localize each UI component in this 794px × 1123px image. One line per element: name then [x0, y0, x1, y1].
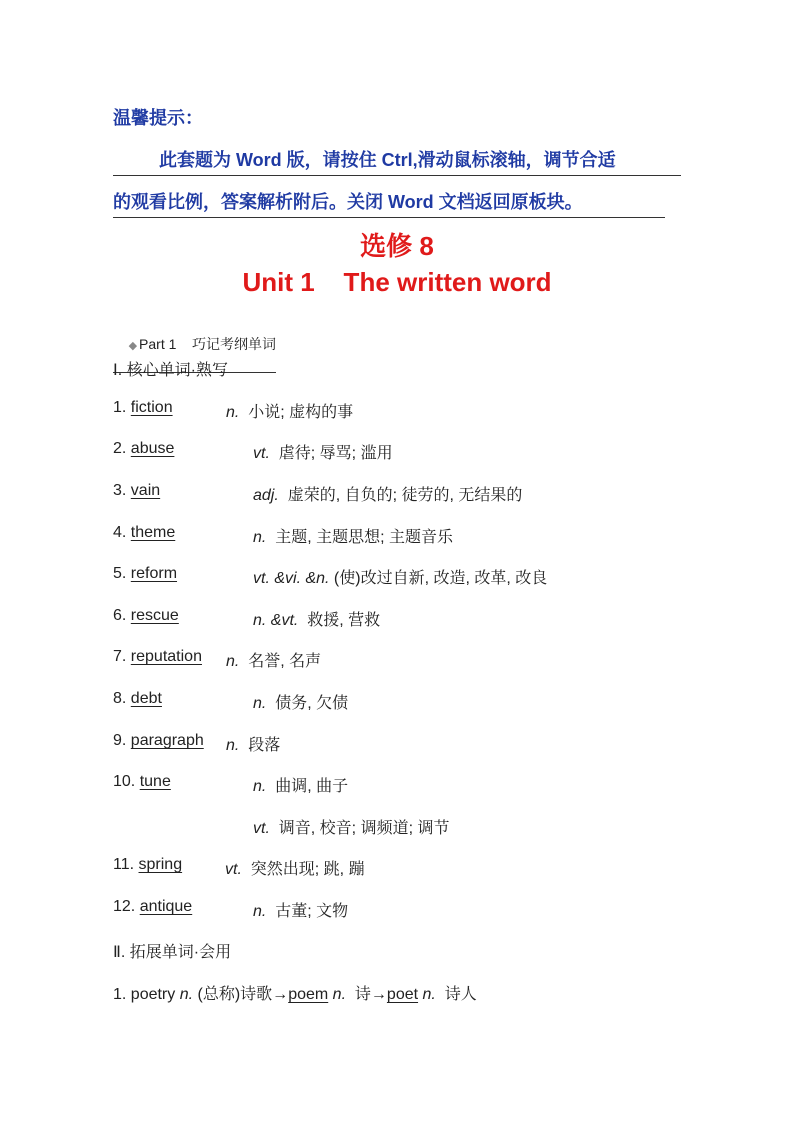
vocab-pos: n. [253, 695, 267, 712]
tip-line-1: 此套题为 Word 版，请按住 Ctrl,滑动鼠标滚轴，调节合适 [113, 146, 681, 176]
part-label-text: Part 1 巧记考纲单词 [139, 336, 276, 352]
vocab-word: debt [130, 690, 162, 707]
vocab-number: 5. [113, 565, 127, 582]
vocab-number: 2. [113, 440, 127, 457]
vocab-word: tune [139, 773, 171, 790]
vocab-meaning: 段落 [248, 737, 281, 754]
vocab-definition [253, 815, 449, 838]
vocab-definition [253, 524, 453, 547]
vocab-pos: n. [253, 529, 267, 546]
vocab-pos: vt. [253, 445, 270, 462]
extended-gloss: 诗人 [444, 986, 477, 1003]
vocab-meaning: 曲调, 曲子 [275, 778, 349, 795]
vocab-word: antique [139, 898, 193, 915]
vocab-row [113, 524, 454, 548]
vocab-meaning: 救援, 营救 [307, 612, 381, 629]
vocab-row [113, 773, 349, 797]
vocab-definition [253, 440, 393, 463]
vocab-word: theme [130, 524, 176, 541]
vocab-pos: n. [253, 903, 267, 920]
vocab-meaning: 古董; 文物 [275, 903, 349, 920]
vocab-row [113, 399, 354, 423]
vocab-word: paragraph [130, 732, 204, 749]
vocab-number: 6. [113, 607, 127, 624]
vocab-number: 7. [113, 648, 127, 665]
module-title: 选修 8 [360, 231, 434, 261]
vocab-row [113, 898, 349, 922]
extended-pos: n. [179, 986, 194, 1003]
tip-title: 温馨提示： [113, 108, 203, 128]
diamond-bullet-icon: ◆ [128, 340, 138, 352]
extended-answer-word: poet [386, 986, 419, 1003]
vocab-row [113, 732, 281, 756]
vocab-word: spring [138, 856, 183, 873]
vocab-row [113, 440, 393, 464]
extended-answer-word: poem [288, 986, 329, 1003]
vocab-definition [253, 607, 380, 630]
vocab-meaning: 虚荣的, 自负的; 徒劳的, 无结果的 [287, 487, 523, 504]
vocab-word: reform [130, 565, 178, 582]
vocab-definition [253, 898, 348, 921]
vocab-meaning: 小说; 虚构的事 [248, 404, 354, 421]
vocab-definition [253, 565, 547, 588]
vocab-meaning: 名誉, 名声 [248, 653, 322, 670]
vocab-meaning: 突然出现; 跳, 蹦 [250, 861, 365, 878]
section-heading-extended: Ⅱ. 拓展单词·会用 [113, 944, 232, 961]
unit-title: Unit 1 The written word [242, 267, 552, 297]
tip-line-2: 的观看比例，答案解析附后。关闭 Word 文档返回原板块。 [113, 188, 665, 218]
vocab-pos: n. &vt. [253, 612, 299, 629]
vocab-word: vain [130, 482, 161, 499]
vocab-number: 11. [113, 856, 135, 873]
vocab-number: 9. [113, 732, 127, 749]
extended-pos: n. [332, 986, 347, 1003]
vocab-pos: n. [226, 737, 240, 754]
extended-gloss: (总称)诗歌→ [197, 986, 289, 1003]
extended-pos: n. [422, 986, 436, 1003]
vocab-word: fiction [130, 399, 173, 416]
vocab-definition [225, 856, 365, 879]
vocab-pos: n. [226, 404, 240, 421]
vocab-meaning: 虐待; 辱骂; 滥用 [278, 445, 393, 462]
vocab-pos: n. [253, 778, 267, 795]
vocab-pos: vt. &vi. &n. [253, 570, 330, 587]
vocab-word: rescue [130, 607, 179, 624]
vocab-number: 10. [113, 773, 136, 790]
vocab-meaning: (使)改过自新, 改造, 改革, 改良 [333, 570, 548, 587]
vocab-meaning: 主题, 主题思想; 主题音乐 [275, 529, 454, 546]
vocab-row [113, 856, 365, 880]
section-heading-core: Ⅰ. 核心单词·熟写 [113, 362, 228, 379]
vocab-definition [226, 732, 280, 755]
vocab-definition [253, 482, 522, 505]
vocab-word: abuse [130, 440, 175, 457]
vocab-row [113, 648, 322, 672]
vocab-pos: adj. [253, 487, 279, 504]
extended-lead-word: 1. poetry [113, 986, 176, 1003]
vocab-definition [253, 690, 348, 713]
vocab-definition [253, 773, 348, 796]
vocab-word: reputation [130, 648, 202, 665]
vocab-row [113, 482, 523, 506]
vocab-number: 1. [113, 399, 127, 416]
vocab-meaning: 调音, 校音; 调频道; 调节 [278, 820, 450, 837]
vocab-definition [226, 399, 353, 422]
extended-row [113, 981, 477, 1005]
vocab-number: 4. [113, 524, 127, 541]
vocab-row [113, 607, 381, 631]
vocab-pos: vt. [253, 820, 270, 837]
vocab-number: 12. [113, 898, 136, 915]
vocab-meaning: 债务, 欠债 [275, 695, 349, 712]
extended-gloss: 诗→ [354, 986, 387, 1003]
vocab-row [113, 690, 349, 714]
vocab-pos: n. [226, 653, 240, 670]
vocab-row [113, 565, 548, 589]
vocab-pos: vt. [225, 861, 242, 878]
vocab-number: 8. [113, 690, 127, 707]
vocab-definition [226, 648, 321, 671]
vocab-number: 3. [113, 482, 127, 499]
